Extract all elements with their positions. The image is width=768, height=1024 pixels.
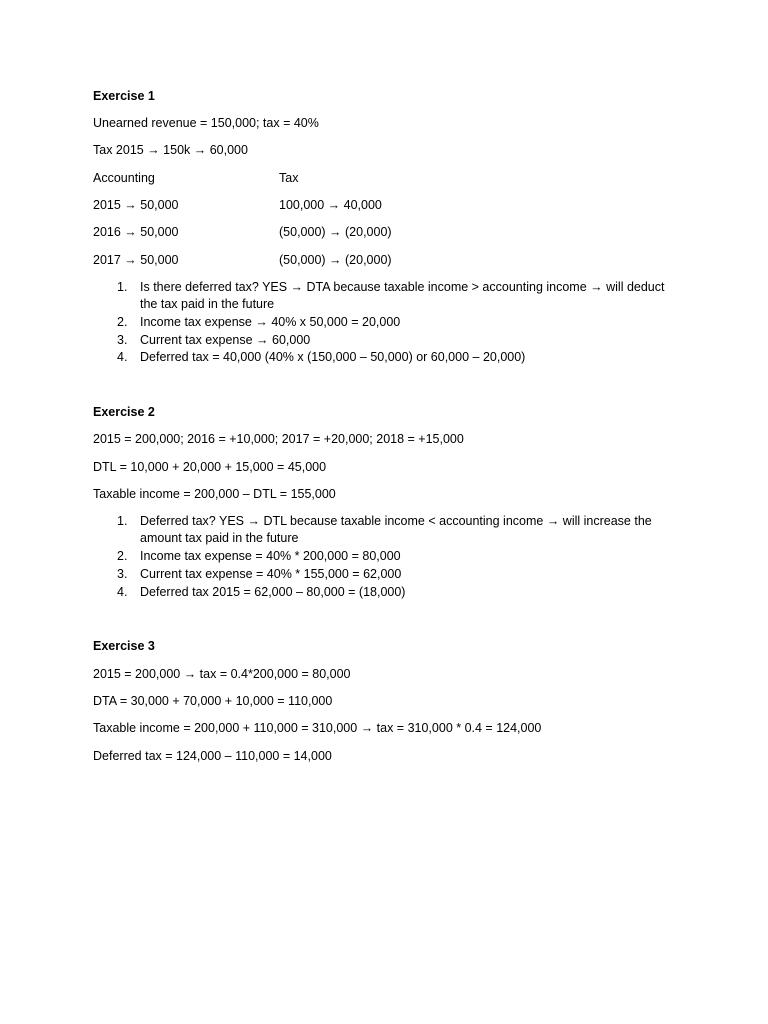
ex1-line-unearned-revenue: Unearned revenue = 150,000; tax = 40% [93,116,319,130]
ex1-row-tax: 100,000 → 40,000 [279,198,382,212]
ex1-row-tax: (50,000) → (20,000) [279,225,392,239]
ex3-line-tax-2015: 2015 = 200,000 → tax = 0.4*200,000 = 80,000 [93,667,351,681]
list-number: 1. [117,514,128,528]
exercise-3-title: Exercise 3 [93,639,155,653]
list-number: 4. [117,585,128,599]
ex1-row-accounting: 2015 → 50,000 [93,198,179,212]
ex2-line-dtl: DTL = 10,000 + 20,000 + 15,000 = 45,000 [93,460,327,474]
exercise-2-title: Exercise 2 [93,405,155,419]
ex2-line-taxable-income: Taxable income = 200,000 – DTL = 155,000 [93,487,336,501]
list-number: 3. [117,333,128,347]
exercise-1-title: Exercise 1 [93,89,155,103]
list-number: 4. [117,350,128,364]
ex3-line-dta: DTA = 30,000 + 70,000 + 10,000 = 110,000 [93,694,333,708]
list-text: Deferred tax = 40,000 (40% x (150,000 – 50,000) or 60,000 – 20,000) [140,350,526,364]
list-text: Income tax expense → 40% x 50,000 = 20,000 [140,315,401,329]
list-text: Deferred tax 2015 = 62,000 – 80,000 = (18,000) [140,585,406,599]
ex1-row-accounting: 2017 → 50,000 [93,253,179,267]
list-text: Current tax expense = 40% * 155,000 = 62,000 [140,567,402,581]
ex3-line-taxable-income: Taxable income = 200,000 + 110,000 = 310,000 → tax = 310,000 * 0.4 = 124,000 [93,721,542,735]
list-text: Deferred tax? YES → DTL because taxable income < accounting income → will increase the amount tax paid in the future [140,514,652,545]
list-text: Current tax expense → 60,000 [140,333,311,347]
ex1-header-tax: Tax [279,171,299,185]
ex3-line-deferred-tax: Deferred tax = 124,000 – 110,000 = 14,000 [93,749,332,763]
list-text: Is there deferred tax? YES → DTA because taxable income > accounting income → will deduct the tax paid in the future [140,280,665,311]
list-number: 3. [117,567,128,581]
ex2-line-yearly-values: 2015 = 200,000; 2016 = +10,000; 2017 = +20,000; 2018 = +15,000 [93,432,464,446]
ex1-row-tax: (50,000) → (20,000) [279,253,392,267]
list-number: 2. [117,315,128,329]
ex1-header-accounting: Accounting [93,171,155,185]
list-text: Income tax expense = 40% * 200,000 = 80,000 [140,549,401,563]
list-number: 1. [117,280,128,294]
ex1-row-accounting: 2016 → 50,000 [93,225,179,239]
list-number: 2. [117,549,128,563]
ex1-line-tax-2015: Tax 2015 → 150k → 60,000 [93,143,248,157]
